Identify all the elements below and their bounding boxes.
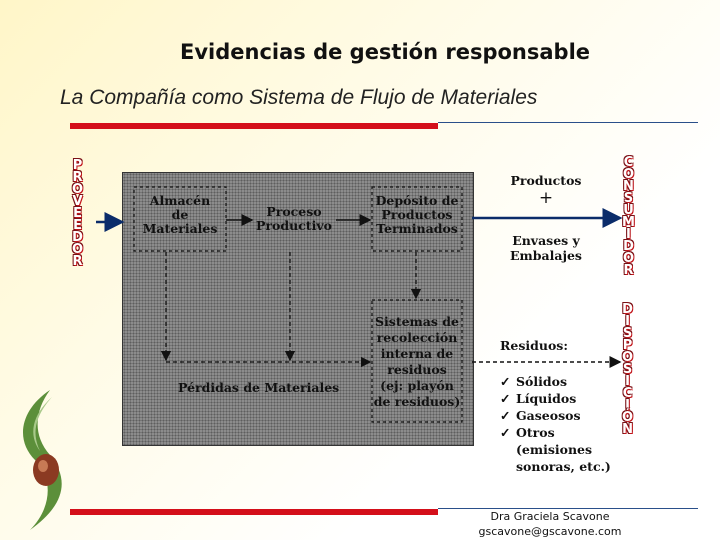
check-icon: ✓ <box>500 391 511 406</box>
vertical-label-disposicion: D I S P O S I C I Ó N <box>622 302 634 437</box>
label-envases: Envases y Embalajes <box>510 233 582 263</box>
check-icon: ✓ <box>500 425 511 440</box>
page-subtitle: La Compañía como Sistema de Flujo de Materiales <box>60 86 538 109</box>
vertical-label-proveedor: P R O V E E D O R <box>72 158 84 269</box>
footer <box>440 509 660 539</box>
list-item: ✓ Sólidos <box>500 374 567 389</box>
bottom-red-rule <box>70 509 438 515</box>
page-title: Evidencias de gestión responsable <box>179 40 591 64</box>
list-item: ✓ Gaseosos <box>500 408 581 423</box>
check-icon: ✓ <box>500 408 511 423</box>
label-residuos: Residuos: <box>500 338 568 353</box>
residuos-list: ✓ Sólidos ✓ Líquidos ✓ Gaseosos ✓ Otros (emisiones sonoras, etc.) <box>500 374 611 474</box>
author-name: Dra Graciela Scavone <box>490 510 610 523</box>
check-icon: ✓ <box>500 374 511 389</box>
list-item: ✓ Líquidos <box>500 391 577 406</box>
label-almacen: Almacén de Materiales <box>142 193 218 236</box>
label-sistemas: Sistemas de recolección interna de residuos (ej: playón de residuos) <box>373 314 461 409</box>
label-perdidas: Pérdidas de Materiales <box>178 380 340 395</box>
label-proceso: Proceso Productivo <box>256 204 332 233</box>
label-productos: Productos <box>510 173 582 188</box>
label-plus: + <box>538 188 554 208</box>
label-deposito: Depósito de Productos Terminados <box>375 193 459 236</box>
list-item: ✓ Otros <box>500 425 555 440</box>
vertical-label-consumidor: C O N S U M I D O R <box>622 155 635 278</box>
author-email: gscavone@gscavone.com <box>478 525 622 538</box>
